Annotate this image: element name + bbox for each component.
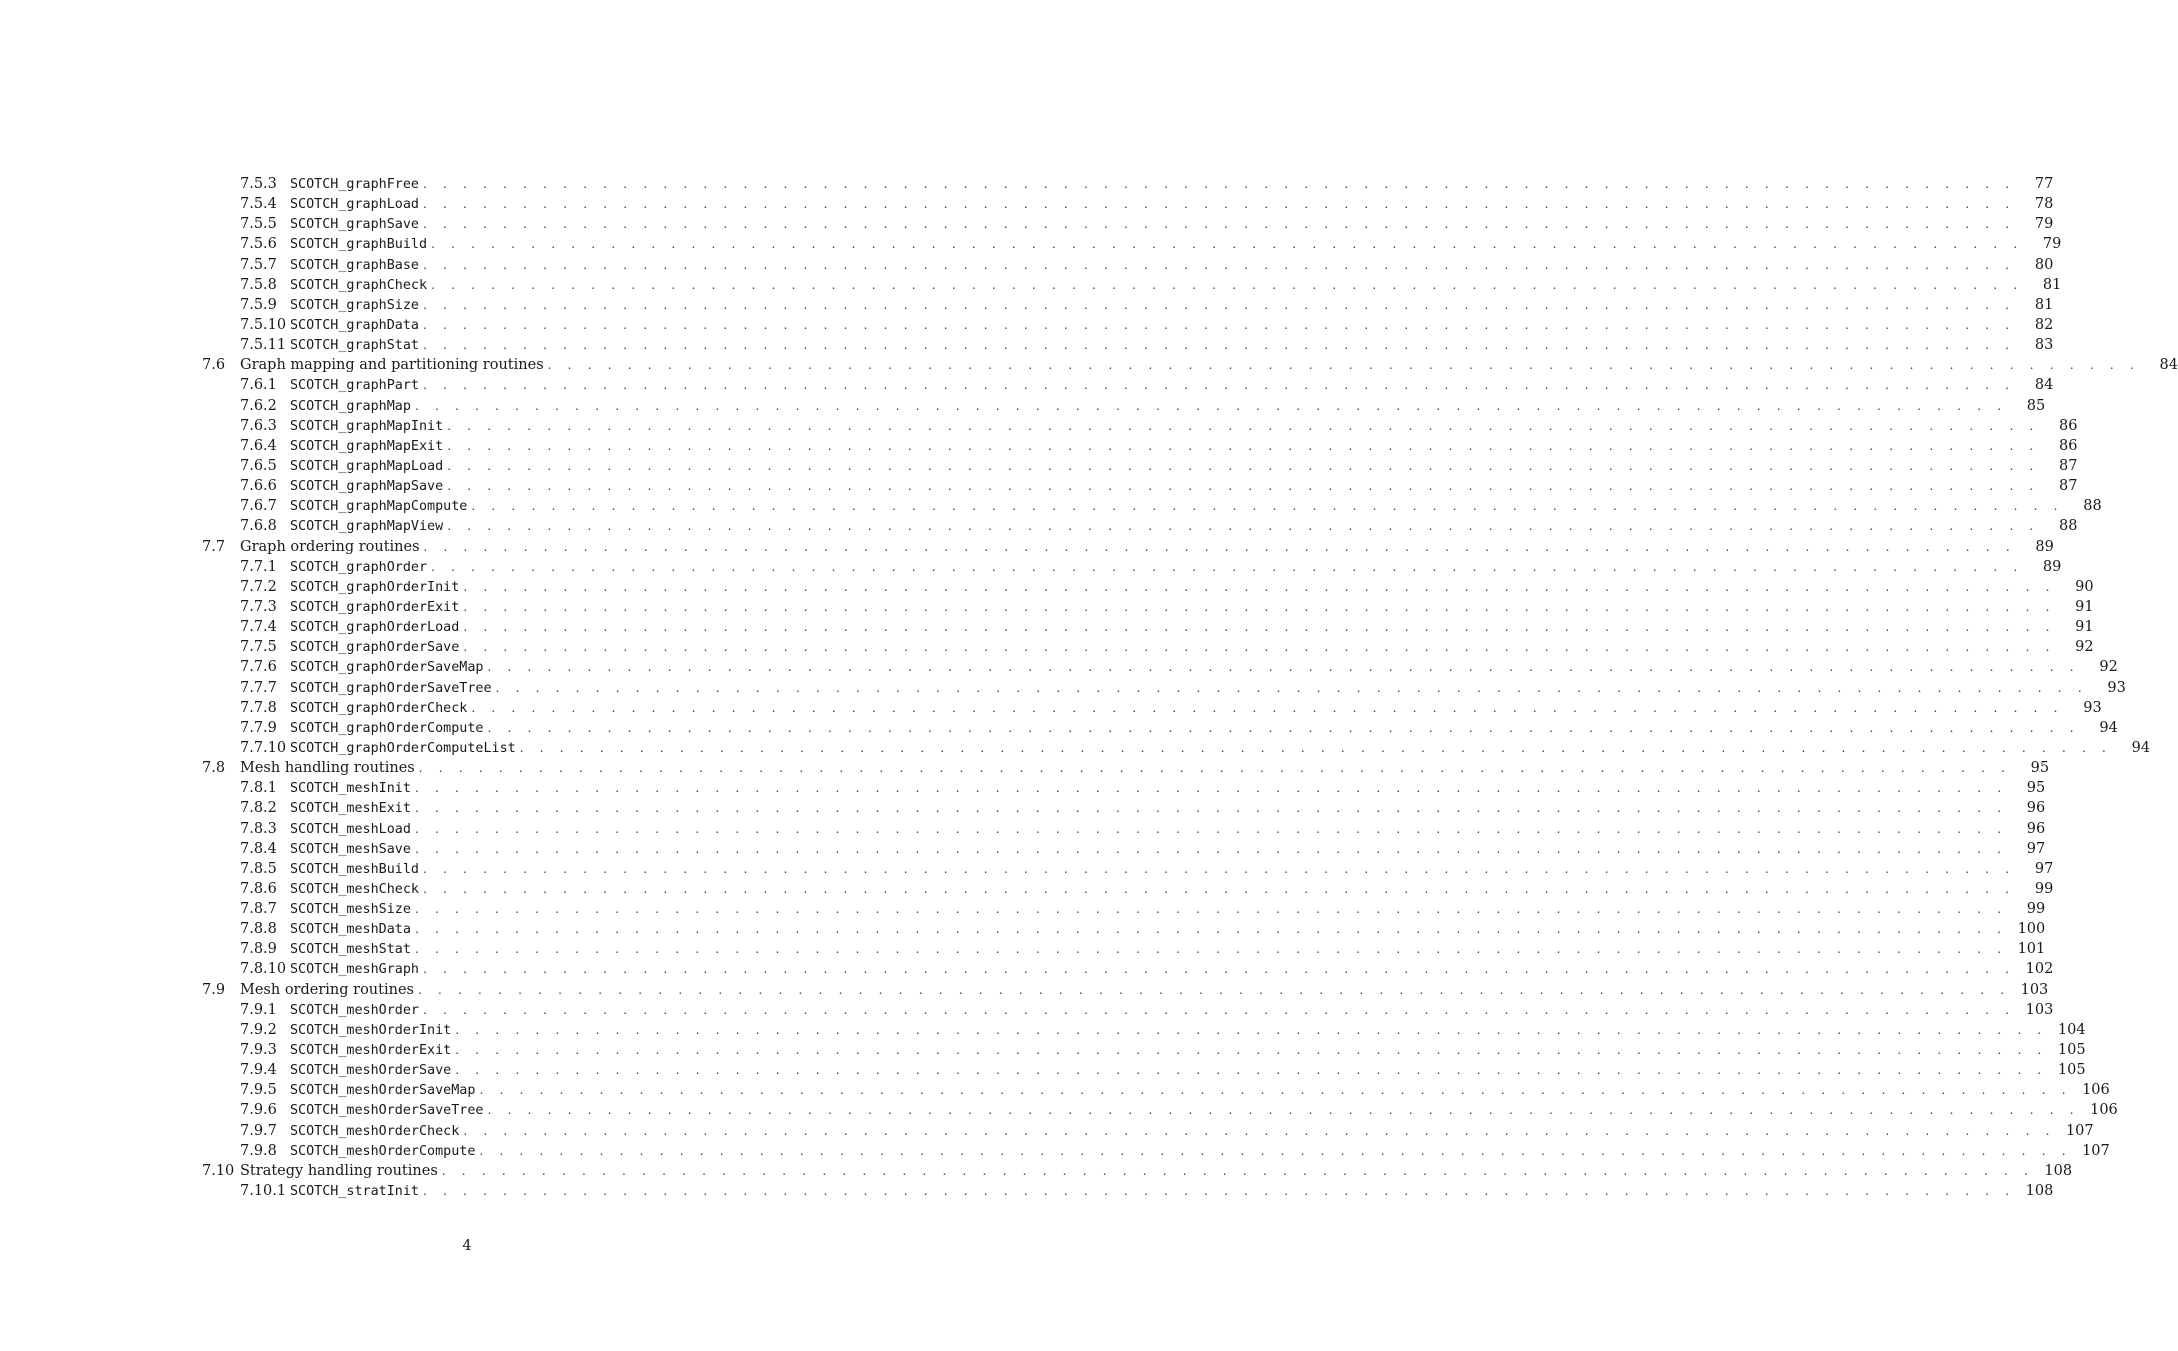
toc-subsection-entry[interactable] [202, 800, 2046, 820]
toc-dot-leader: . . . . . . . . . . . . . . . . . . . . . . . . . . . . . . . . . . . . . . . . . . . . . . . . . . . . . . . . . . . . . . . . . . . . . . . . . . . . . . . . [414, 801, 2008, 816]
toc-entry-page: 84 [2159, 357, 2178, 374]
toc-entry-page: 99 [2034, 880, 2054, 897]
toc-dot-leader: . . . . . . . . . . . . . . . . . . . . . . . . . . . . . . . . . . . . . . . . . . . . . . . . . . . . . . . . . . . . . . . . . . . . . . . . . . . . . . . . [414, 942, 2008, 957]
toc-entry-title: SCOTCH_meshOrderSave [290, 1063, 452, 1079]
toc-section-entry[interactable] [202, 760, 2050, 780]
toc-entry-title: SCOTCH_meshOrderSaveTree [290, 1103, 484, 1119]
toc-entry-number: 7.5.7 [240, 256, 277, 273]
toc-dot-leader: . . . . . . . . . . . . . . . . . . . . . . . . . . . . . . . . . . . . . . . . . . . . . . . . . . . . . . . . . . . . . . . . . . . . . . . . . . . . . . . . [495, 680, 2088, 695]
toc-dot-leader: . . . . . . . . . . . . . . . . . . . . . . . . . . . . . . . . . . . . . . . . . . . . . . . . . . . . . . . . . . . . . . . . . . . . . . . . . . . . . . . . [519, 740, 2113, 755]
toc-entry-number: 7.7 [202, 538, 226, 555]
toc-subsection-entry[interactable] [202, 337, 2054, 357]
toc-dot-leader: . . . . . . . . . . . . . . . . . . . . . . . . . . . . . . . . . . . . . . . . . . . . . . . . . . . . . . . . . . . . . . . . . . . . . . . . . . . . . . . . [447, 458, 2040, 473]
toc-dot-leader: . . . . . . . . . . . . . . . . . . . . . . . . . . . . . . . . . . . . . . . . . . . . . . . . . . . . . . . . . . . . . . . . . . . . . . . . . . . . . . . . [414, 902, 2008, 917]
toc-entry-number: 7.5.11 [240, 337, 287, 354]
toc-entry-number: 7.7.1 [240, 558, 277, 575]
toc-entry-title: SCOTCH_graphOrderSaveTree [290, 680, 492, 696]
toc-entry-page: 93 [2083, 699, 2102, 716]
toc-subsection-entry[interactable] [202, 176, 2054, 196]
toc-entry-page: 80 [2034, 256, 2054, 273]
toc-dot-leader: . . . . . . . . . . . . . . . . . . . . . . . . . . . . . . . . . . . . . . . . . . . . . . . . . . . . . . . . . . . . . . . . . . . . . . . . . . . . . . . . [447, 438, 2040, 453]
toc-entry-title: SCOTCH_meshOrderCheck [290, 1123, 460, 1139]
toc-entry-number: 7.8.7 [240, 901, 277, 918]
table-of-contents [202, 176, 2178, 1203]
toc-entry-number: 7.6.6 [240, 478, 277, 495]
toc-entry-page: 108 [2044, 1162, 2073, 1179]
toc-dot-leader: . . . . . . . . . . . . . . . . . . . . . . . . . . . . . . . . . . . . . . . . . . . . . . . . . . . . . . . . . . . . . . . . . . . . . . . . . . . . . . . . [423, 297, 2016, 312]
toc-dot-leader: . . . . . . . . . . . . . . . . . . . . . . . . . . . . . . . . . . . . . . . . . . . . . . . . . . . . . . . . . . . . . . . . . . . . . . . . . . . . . . . . [431, 277, 2024, 292]
toc-entry-title: SCOTCH_graphMapView [290, 519, 444, 535]
toc-subsection-entry[interactable] [202, 941, 2046, 961]
toc-entry-title: SCOTCH_graphOrderSaveMap [290, 660, 484, 676]
toc-entry-number: 7.6.8 [240, 518, 277, 535]
toc-entry-number: 7.7.10 [240, 739, 287, 756]
toc-subsection-entry[interactable] [202, 901, 2046, 921]
toc-entry-title: Graph mapping and partitioning routines [240, 357, 544, 374]
toc-entry-title: SCOTCH_graphOrder [290, 559, 428, 575]
toc-entry-title: SCOTCH_graphOrderInit [290, 579, 460, 595]
toc-subsection-entry[interactable] [202, 498, 2102, 518]
toc-dot-leader: . . . . . . . . . . . . . . . . . . . . . . . . . . . . . . . . . . . . . . . . . . . . . . . . . . . . . . . . . . . . . . . . . . . . . . . . . . . . . . . . [441, 1163, 2035, 1178]
toc-entry-title: SCOTCH_meshCheck [290, 881, 419, 897]
toc-dot-leader: . . . . . . . . . . . . . . . . . . . . . . . . . . . . . . . . . . . . . . . . . . . . . . . . . . . . . . . . . . . . . . . . . . . . . . . . . . . . . . . . [479, 1083, 2072, 1098]
toc-entry-page: 96 [2026, 820, 2046, 837]
toc-subsection-entry[interactable] [202, 1001, 2054, 1022]
toc-entry-page: 108 [2025, 1183, 2054, 1200]
toc-dot-leader: . . . . . . . . . . . . . . . . . . . . . . . . . . . . . . . . . . . . . . . . . . . . . . . . . . . . . . . . . . . . . . . . . . . . . . . . . . . . . . . . [423, 1184, 2016, 1199]
toc-entry-title: SCOTCH_meshOrderExit [290, 1043, 452, 1059]
toc-entry-page: 81 [2042, 276, 2062, 293]
toc-section-entry[interactable] [202, 357, 2178, 377]
toc-section-entry[interactable] [202, 981, 2049, 1002]
toc-entry-title: SCOTCH_graphPart [290, 378, 419, 394]
toc-entry-title: SCOTCH_graphMapExit [290, 438, 444, 454]
toc-dot-leader: . . . . . . . . . . . . . . . . . . . . . . . . . . . . . . . . . . . . . . . . . . . . . . . . . . . . . . . . . . . . . . . . . . . . . . . . . . . . . . . . [463, 599, 2056, 614]
toc-dot-leader: . . . . . . . . . . . . . . . . . . . . . . . . . . . . . . . . . . . . . . . . . . . . . . . . . . . . . . . . . . . . . . . . . . . . . . . . . . . . . . . . [423, 1002, 2016, 1017]
toc-dot-leader: . . . . . . . . . . . . . . . . . . . . . . . . . . . . . . . . . . . . . . . . . . . . . . . . . . . . . . . . . . . . . . . . . . . . . . . . . . . . . . . . [431, 559, 2024, 574]
toc-dot-leader: . . . . . . . . . . . . . . . . . . . . . . . . . . . . . . . . . . . . . . . . . . . . . . . . . . . . . . . . . . . . . . . . . . . . . . . . . . . . . . . . [423, 861, 2016, 876]
toc-entry-page: 106 [2082, 1082, 2110, 1099]
toc-entry-title: SCOTCH_graphBase [290, 257, 419, 273]
toc-entry-number: 7.9.1 [240, 1001, 277, 1018]
toc-dot-leader: . . . . . . . . . . . . . . . . . . . . . . . . . . . . . . . . . . . . . . . . . . . . . . . . . . . . . . . . . . . . . . . . . . . . . . . . . . . . . . . . [471, 499, 2064, 514]
toc-entry-page: 102 [2025, 961, 2054, 978]
toc-dot-leader: . . . . . . . . . . . . . . . . . . . . . . . . . . . . . . . . . . . . . . . . . . . . . . . . . . . . . . . . . . . . . . . . . . . . . . . . . . . . . . . . [423, 962, 2016, 977]
toc-subsection-entry[interactable] [202, 1183, 2054, 1203]
toc-dot-leader: . . . . . . . . . . . . . . . . . . . . . . . . . . . . . . . . . . . . . . . . . . . . . . . . . . . . . . . . . . . . . . . . . . . . . . . . . . . . . . . . [455, 1063, 2048, 1078]
toc-dot-leader: . . . . . . . . . . . . . . . . . . . . . . . . . . . . . . . . . . . . . . . . . . . . . . . . . . . . . . . . . . . . . . . . . . . . . . . . . . . . . . . . [417, 982, 2011, 997]
toc-entry-number: 7.8.6 [240, 880, 277, 897]
toc-entry-title: SCOTCH_graphCheck [290, 277, 428, 293]
toc-entry-page: 103 [2025, 1001, 2054, 1018]
toc-section-entry[interactable] [202, 1162, 2073, 1183]
toc-entry-number: 7.8.3 [240, 820, 277, 837]
toc-entry-page: 91 [2075, 598, 2094, 615]
toc-entry-number: 7.9.2 [240, 1021, 277, 1038]
toc-entry-number: 7.9.6 [240, 1102, 277, 1119]
toc-dot-leader: . . . . . . . . . . . . . . . . . . . . . . . . . . . . . . . . . . . . . . . . . . . . . . . . . . . . . . . . . . . . . . . . . . . . . . . . . . . . . . . . [423, 338, 2016, 353]
toc-entry-title: Mesh ordering routines [240, 981, 414, 998]
toc-entry-page: 101 [2017, 941, 2046, 958]
toc-entry-title: SCOTCH_stratInit [290, 1184, 419, 1200]
toc-entry-page: 90 [2075, 578, 2094, 595]
toc-subsection-entry[interactable] [202, 1062, 2086, 1082]
toc-entry-page: 100 [2017, 921, 2046, 938]
toc-subsection-entry[interactable] [202, 840, 2046, 861]
toc-entry-title: SCOTCH_meshSize [290, 902, 411, 918]
toc-subsection-entry[interactable] [202, 1082, 2110, 1102]
toc-subsection-entry[interactable] [202, 860, 2054, 881]
toc-subsection-entry[interactable] [202, 518, 2078, 538]
toc-entry-number: 7.6.4 [240, 437, 277, 454]
toc-subsection-entry[interactable] [202, 619, 2094, 639]
toc-entry-page: 86 [2059, 417, 2078, 434]
toc-subsection-entry[interactable] [202, 196, 2054, 216]
toc-dot-leader: . . . . . . . . . . . . . . . . . . . . . . . . . . . . . . . . . . . . . . . . . . . . . . . . . . . . . . . . . . . . . . . . . . . . . . . . . . . . . . . . [423, 177, 2016, 191]
toc-entry-number: 7.8.4 [240, 840, 277, 857]
toc-entry-number: 7.8.1 [240, 780, 277, 797]
toc-subsection-entry[interactable] [202, 679, 2126, 700]
toc-entry-number: 7.8 [202, 760, 226, 777]
toc-entry-title: SCOTCH_graphFree [290, 177, 419, 192]
toc-entry-number: 7.10.1 [240, 1183, 287, 1200]
toc-subsection-entry[interactable] [202, 961, 2054, 981]
toc-entry-number: 7.5.5 [240, 216, 277, 233]
toc-entry-page: 93 [2107, 679, 2126, 696]
toc-subsection-entry[interactable] [202, 457, 2078, 478]
toc-entry-number: 7.10 [202, 1162, 235, 1179]
toc-entry-title: Strategy handling routines [240, 1162, 438, 1179]
toc-entry-number: 7.8.5 [240, 860, 277, 877]
toc-subsection-entry[interactable] [202, 417, 2078, 438]
toc-subsection-entry[interactable] [202, 558, 2062, 579]
toc-subsection-entry[interactable] [202, 296, 2054, 317]
toc-entry-title: SCOTCH_graphSize [290, 297, 419, 313]
toc-entry-number: 7.8.9 [240, 941, 277, 958]
toc-entry-title: SCOTCH_meshOrderInit [290, 1022, 452, 1038]
toc-subsection-entry[interactable] [202, 699, 2102, 720]
toc-entry-title: SCOTCH_graphMapInit [290, 418, 444, 434]
toc-dot-leader: . . . . . . . . . . . . . . . . . . . . . . . . . . . . . . . . . . . . . . . . . . . . . . . . . . . . . . . . . . . . . . . . . . . . . . . . . . . . . . . . [455, 1043, 2048, 1058]
toc-section-entry[interactable] [202, 538, 2054, 559]
toc-subsection-entry[interactable] [202, 921, 2046, 941]
toc-entry-title: SCOTCH_graphMapCompute [290, 499, 468, 515]
toc-dot-leader: . . . . . . . . . . . . . . . . . . . . . . . . . . . . . . . . . . . . . . . . . . . . . . . . . . . . . . . . . . . . . . . . . . . . . . . . . . . . . . . . [487, 1103, 2080, 1118]
toc-dot-leader: . . . . . . . . . . . . . . . . . . . . . . . . . . . . . . . . . . . . . . . . . . . . . . . . . . . . . . . . . . . . . . . . . . . . . . . . . . . . . . . . [455, 1022, 2048, 1037]
toc-entry-number: 7.5.9 [240, 296, 277, 313]
toc-entry-page: 89 [2042, 558, 2062, 575]
toc-entry-title: Mesh handling routines [240, 760, 415, 777]
toc-entry-title: SCOTCH_meshGraph [290, 962, 419, 978]
toc-dot-leader: . . . . . . . . . . . . . . . . . . . . . . . . . . . . . . . . . . . . . . . . . . . . . . . . . . . . . . . . . . . . . . . . . . . . . . . . . . . . . . . . [414, 821, 2008, 836]
toc-subsection-entry[interactable] [202, 598, 2094, 619]
toc-dot-leader: . . . . . . . . . . . . . . . . . . . . . . . . . . . . . . . . . . . . . . . . . . . . . . . . . . . . . . . . . . . . . . . . . . . . . . . . . . . . . . . . [447, 479, 2040, 494]
toc-dot-leader: . . . . . . . . . . . . . . . . . . . . . . . . . . . . . . . . . . . . . . . . . . . . . . . . . . . . . . . . . . . . . . . . . . . . . . . . . . . . . . . . [547, 358, 2140, 373]
toc-entry-title: SCOTCH_graphMap [290, 398, 411, 414]
toc-entry-title: SCOTCH_graphOrderCheck [290, 700, 468, 716]
toc-entry-title: SCOTCH_graphBuild [290, 237, 428, 253]
toc-dot-leader: . . . . . . . . . . . . . . . . . . . . . . . . . . . . . . . . . . . . . . . . . . . . . . . . . . . . . . . . . . . . . . . . . . . . . . . . . . . . . . . . [418, 761, 2012, 776]
toc-entry-title: SCOTCH_graphOrderCompute [290, 720, 484, 736]
toc-subsection-entry[interactable] [202, 377, 2054, 397]
toc-subsection-entry[interactable] [202, 1142, 2110, 1163]
toc-subsection-entry[interactable] [202, 820, 2046, 841]
toc-entry-page: 78 [2034, 196, 2054, 213]
toc-subsection-entry[interactable] [202, 659, 2118, 679]
toc-dot-leader: . . . . . . . . . . . . . . . . . . . . . . . . . . . . . . . . . . . . . . . . . . . . . . . . . . . . . . . . . . . . . . . . . . . . . . . . . . . . . . . . [447, 418, 2040, 433]
toc-entry-title: SCOTCH_graphOrderComputeList [290, 740, 516, 756]
toc-entry-page: 88 [2059, 518, 2078, 535]
toc-entry-number: 7.5.8 [240, 276, 277, 293]
toc-entry-page: 105 [2057, 1042, 2086, 1059]
toc-subsection-entry[interactable] [202, 316, 2054, 337]
toc-entry-title: SCOTCH_meshExit [290, 801, 411, 817]
toc-entry-number: 7.5.10 [240, 316, 287, 333]
toc-entry-number: 7.7.7 [240, 679, 277, 696]
toc-entry-page: 79 [2034, 216, 2054, 233]
toc-entry-number: 7.7.4 [240, 619, 277, 636]
toc-dot-leader: . . . . . . . . . . . . . . . . . . . . . . . . . . . . . . . . . . . . . . . . . . . . . . . . . . . . . . . . . . . . . . . . . . . . . . . . . . . . . . . . [423, 257, 2016, 272]
toc-subsection-entry[interactable] [202, 639, 2094, 659]
toc-entry-title: SCOTCH_meshOrder [290, 1002, 419, 1018]
toc-entry-number: 7.8.2 [240, 800, 277, 817]
toc-entry-title: SCOTCH_meshInit [290, 781, 411, 797]
toc-entry-number: 7.7.3 [240, 598, 277, 615]
toc-entry-number: 7.5.4 [240, 196, 277, 213]
toc-entry-page: 84 [2034, 377, 2054, 394]
toc-entry-page: 85 [2026, 397, 2046, 414]
toc-entry-number: 7.6.5 [240, 457, 277, 474]
toc-dot-leader: . . . . . . . . . . . . . . . . . . . . . . . . . . . . . . . . . . . . . . . . . . . . . . . . . . . . . . . . . . . . . . . . . . . . . . . . . . . . . . . . [487, 660, 2080, 675]
toc-entry-page: 107 [2065, 1122, 2094, 1139]
toc-entry-number: 7.7.5 [240, 639, 277, 656]
toc-dot-leader: . . . . . . . . . . . . . . . . . . . . . . . . . . . . . . . . . . . . . . . . . . . . . . . . . . . . . . . . . . . . . . . . . . . . . . . . . . . . . . . . [463, 640, 2056, 655]
toc-entry-page: 88 [2083, 498, 2102, 515]
toc-entry-page: 92 [2099, 659, 2118, 676]
toc-subsection-entry[interactable] [202, 1021, 2086, 1042]
toc-subsection-entry[interactable] [202, 578, 2094, 599]
toc-dot-leader: . . . . . . . . . . . . . . . . . . . . . . . . . . . . . . . . . . . . . . . . . . . . . . . . . . . . . . . . . . . . . . . . . . . . . . . . . . . . . . . . [471, 700, 2064, 715]
toc-entry-number: 7.6.2 [240, 397, 277, 414]
toc-entry-title: SCOTCH_graphStat [290, 338, 419, 354]
toc-entry-page: 105 [2057, 1062, 2086, 1079]
toc-entry-title: SCOTCH_graphMapLoad [290, 458, 444, 474]
toc-subsection-entry[interactable] [202, 216, 2054, 236]
toc-entry-number: 7.6.7 [240, 498, 277, 515]
toc-entry-title: SCOTCH_meshStat [290, 942, 411, 958]
page-number: 4 [462, 1238, 472, 1254]
toc-entry-number: 7.9 [202, 981, 226, 998]
toc-dot-leader: . . . . . . . . . . . . . . . . . . . . . . . . . . . . . . . . . . . . . . . . . . . . . . . . . . . . . . . . . . . . . . . . . . . . . . . . . . . . . . . . [423, 881, 2016, 896]
toc-subsection-entry[interactable] [202, 1042, 2086, 1062]
toc-entry-page: 97 [2034, 860, 2054, 877]
toc-entry-page: 92 [2075, 639, 2094, 656]
toc-entry-number: 7.8.10 [240, 961, 287, 978]
toc-subsection-entry[interactable] [202, 478, 2078, 498]
toc-dot-leader: . . . . . . . . . . . . . . . . . . . . . . . . . . . . . . . . . . . . . . . . . . . . . . . . . . . . . . . . . . . . . . . . . . . . . . . . . . . . . . . . [423, 197, 2016, 212]
toc-entry-page: 87 [2059, 457, 2078, 474]
toc-subsection-entry[interactable] [202, 1122, 2094, 1143]
toc-entry-title: SCOTCH_meshBuild [290, 861, 419, 877]
toc-entry-title: SCOTCH_graphOrderLoad [290, 620, 460, 636]
toc-entry-title: SCOTCH_meshSave [290, 841, 411, 857]
toc-entry-page: 91 [2075, 619, 2094, 636]
toc-dot-leader: . . . . . . . . . . . . . . . . . . . . . . . . . . . . . . . . . . . . . . . . . . . . . . . . . . . . . . . . . . . . . . . . . . . . . . . . . . . . . . . . [487, 720, 2080, 735]
toc-entry-number: 7.7.2 [240, 578, 277, 595]
toc-subsection-entry[interactable] [202, 719, 2118, 740]
toc-entry-title: SCOTCH_graphLoad [290, 197, 419, 213]
toc-entry-page: 96 [2026, 800, 2046, 817]
toc-entry-title: SCOTCH_meshOrderSaveMap [290, 1083, 476, 1099]
toc-entry-number: 7.7.6 [240, 659, 277, 676]
toc-entry-page: 104 [2057, 1021, 2086, 1038]
toc-entry-page: 106 [2090, 1102, 2118, 1119]
toc-entry-number: 7.5.3 [240, 176, 277, 192]
toc-entry-page: 83 [2034, 337, 2054, 354]
toc-entry-number: 7.5.6 [240, 236, 277, 253]
toc-entry-number: 7.7.9 [240, 719, 277, 736]
toc-subsection-entry[interactable] [202, 236, 2062, 256]
toc-entry-title: SCOTCH_graphMapSave [290, 479, 444, 495]
toc-entry-page: 95 [2030, 760, 2050, 777]
toc-entry-title: SCOTCH_meshLoad [290, 821, 411, 837]
toc-entry-number: 7.9.8 [240, 1142, 277, 1159]
toc-subsection-entry[interactable] [202, 256, 2054, 277]
toc-dot-leader: . . . . . . . . . . . . . . . . . . . . . . . . . . . . . . . . . . . . . . . . . . . . . . . . . . . . . . . . . . . . . . . . . . . . . . . . . . . . . . . . [423, 217, 2016, 232]
toc-dot-leader: . . . . . . . . . . . . . . . . . . . . . . . . . . . . . . . . . . . . . . . . . . . . . . . . . . . . . . . . . . . . . . . . . . . . . . . . . . . . . . . . [463, 579, 2056, 594]
toc-entry-number: 7.6.1 [240, 377, 277, 394]
toc-entry-page: 89 [2035, 538, 2054, 555]
toc-dot-leader: . . . . . . . . . . . . . . . . . . . . . . . . . . . . . . . . . . . . . . . . . . . . . . . . . . . . . . . . . . . . . . . . . . . . . . . . . . . . . . . . [479, 1143, 2072, 1158]
toc-entry-number: 7.7.8 [240, 699, 277, 716]
toc-entry-page: 97 [2026, 840, 2046, 857]
toc-dot-leader: . . . . . . . . . . . . . . . . . . . . . . . . . . . . . . . . . . . . . . . . . . . . . . . . . . . . . . . . . . . . . . . . . . . . . . . . . . . . . . . . [414, 922, 2008, 937]
toc-entry-page: 103 [2020, 981, 2049, 998]
toc-entry-page: 107 [2082, 1142, 2110, 1159]
toc-entry-page: 77 [2034, 176, 2054, 192]
toc-entry-title: SCOTCH_graphOrderExit [290, 599, 460, 615]
toc-entry-page: 95 [2026, 780, 2046, 797]
toc-entry-number: 7.6 [202, 357, 226, 374]
toc-dot-leader: . . . . . . . . . . . . . . . . . . . . . . . . . . . . . . . . . . . . . . . . . . . . . . . . . . . . . . . . . . . . . . . . . . . . . . . . . . . . . . . . [431, 237, 2024, 252]
toc-entry-page: 81 [2034, 296, 2054, 313]
toc-subsection-entry[interactable] [202, 739, 2151, 760]
toc-dot-leader: . . . . . . . . . . . . . . . . . . . . . . . . . . . . . . . . . . . . . . . . . . . . . . . . . . . . . . . . . . . . . . . . . . . . . . . . . . . . . . . . [463, 1123, 2056, 1138]
toc-dot-leader: . . . . . . . . . . . . . . . . . . . . . . . . . . . . . . . . . . . . . . . . . . . . . . . . . . . . . . . . . . . . . . . . . . . . . . . . . . . . . . . . [423, 317, 2016, 332]
toc-entry-title: SCOTCH_graphSave [290, 217, 419, 233]
toc-entry-number: 7.9.4 [240, 1062, 277, 1079]
toc-dot-leader: . . . . . . . . . . . . . . . . . . . . . . . . . . . . . . . . . . . . . . . . . . . . . . . . . . . . . . . . . . . . . . . . . . . . . . . . . . . . . . . . [447, 519, 2040, 534]
toc-subsection-entry[interactable] [202, 276, 2062, 297]
toc-dot-leader: . . . . . . . . . . . . . . . . . . . . . . . . . . . . . . . . . . . . . . . . . . . . . . . . . . . . . . . . . . . . . . . . . . . . . . . . . . . . . . . . [414, 781, 2008, 796]
toc-entry-number: 7.6.3 [240, 417, 277, 434]
toc-entry-title: Graph ordering routines [240, 538, 420, 555]
toc-entry-page: 86 [2059, 437, 2078, 454]
toc-subsection-entry[interactable] [202, 880, 2054, 901]
toc-entry-page: 94 [2131, 739, 2151, 756]
toc-dot-leader: . . . . . . . . . . . . . . . . . . . . . . . . . . . . . . . . . . . . . . . . . . . . . . . . . . . . . . . . . . . . . . . . . . . . . . . . . . . . . . . . [414, 398, 2008, 413]
toc-entry-page: 82 [2034, 316, 2054, 333]
toc-entry-page: 94 [2099, 719, 2118, 736]
toc-entry-number: 7.9.5 [240, 1082, 277, 1099]
toc-dot-leader: . . . . . . . . . . . . . . . . . . . . . . . . . . . . . . . . . . . . . . . . . . . . . . . . . . . . . . . . . . . . . . . . . . . . . . . . . . . . . . . . [423, 539, 2016, 554]
toc-entry-page: 79 [2042, 236, 2062, 253]
toc-entry-title: SCOTCH_meshData [290, 922, 411, 938]
toc-subsection-entry[interactable] [202, 1102, 2118, 1122]
toc-entry-number: 7.8.8 [240, 921, 277, 938]
toc-entry-number: 7.9.7 [240, 1122, 277, 1139]
toc-entry-title: SCOTCH_meshOrderCompute [290, 1143, 476, 1159]
toc-entry-title: SCOTCH_graphData [290, 317, 419, 333]
toc-dot-leader: . . . . . . . . . . . . . . . . . . . . . . . . . . . . . . . . . . . . . . . . . . . . . . . . . . . . . . . . . . . . . . . . . . . . . . . . . . . . . . . . [423, 378, 2016, 393]
toc-dot-leader: . . . . . . . . . . . . . . . . . . . . . . . . . . . . . . . . . . . . . . . . . . . . . . . . . . . . . . . . . . . . . . . . . . . . . . . . . . . . . . . . [463, 620, 2056, 635]
toc-entry-title: SCOTCH_graphOrderSave [290, 640, 460, 656]
toc-entry-page: 87 [2059, 478, 2078, 495]
toc-entry-page: 99 [2026, 901, 2046, 918]
toc-dot-leader: . . . . . . . . . . . . . . . . . . . . . . . . . . . . . . . . . . . . . . . . . . . . . . . . . . . . . . . . . . . . . . . . . . . . . . . . . . . . . . . . [414, 841, 2008, 856]
toc-subsection-entry[interactable] [202, 780, 2046, 800]
toc-subsection-entry[interactable] [202, 397, 2046, 418]
toc-entry-number: 7.9.3 [240, 1042, 277, 1059]
toc-subsection-entry[interactable] [202, 437, 2078, 458]
